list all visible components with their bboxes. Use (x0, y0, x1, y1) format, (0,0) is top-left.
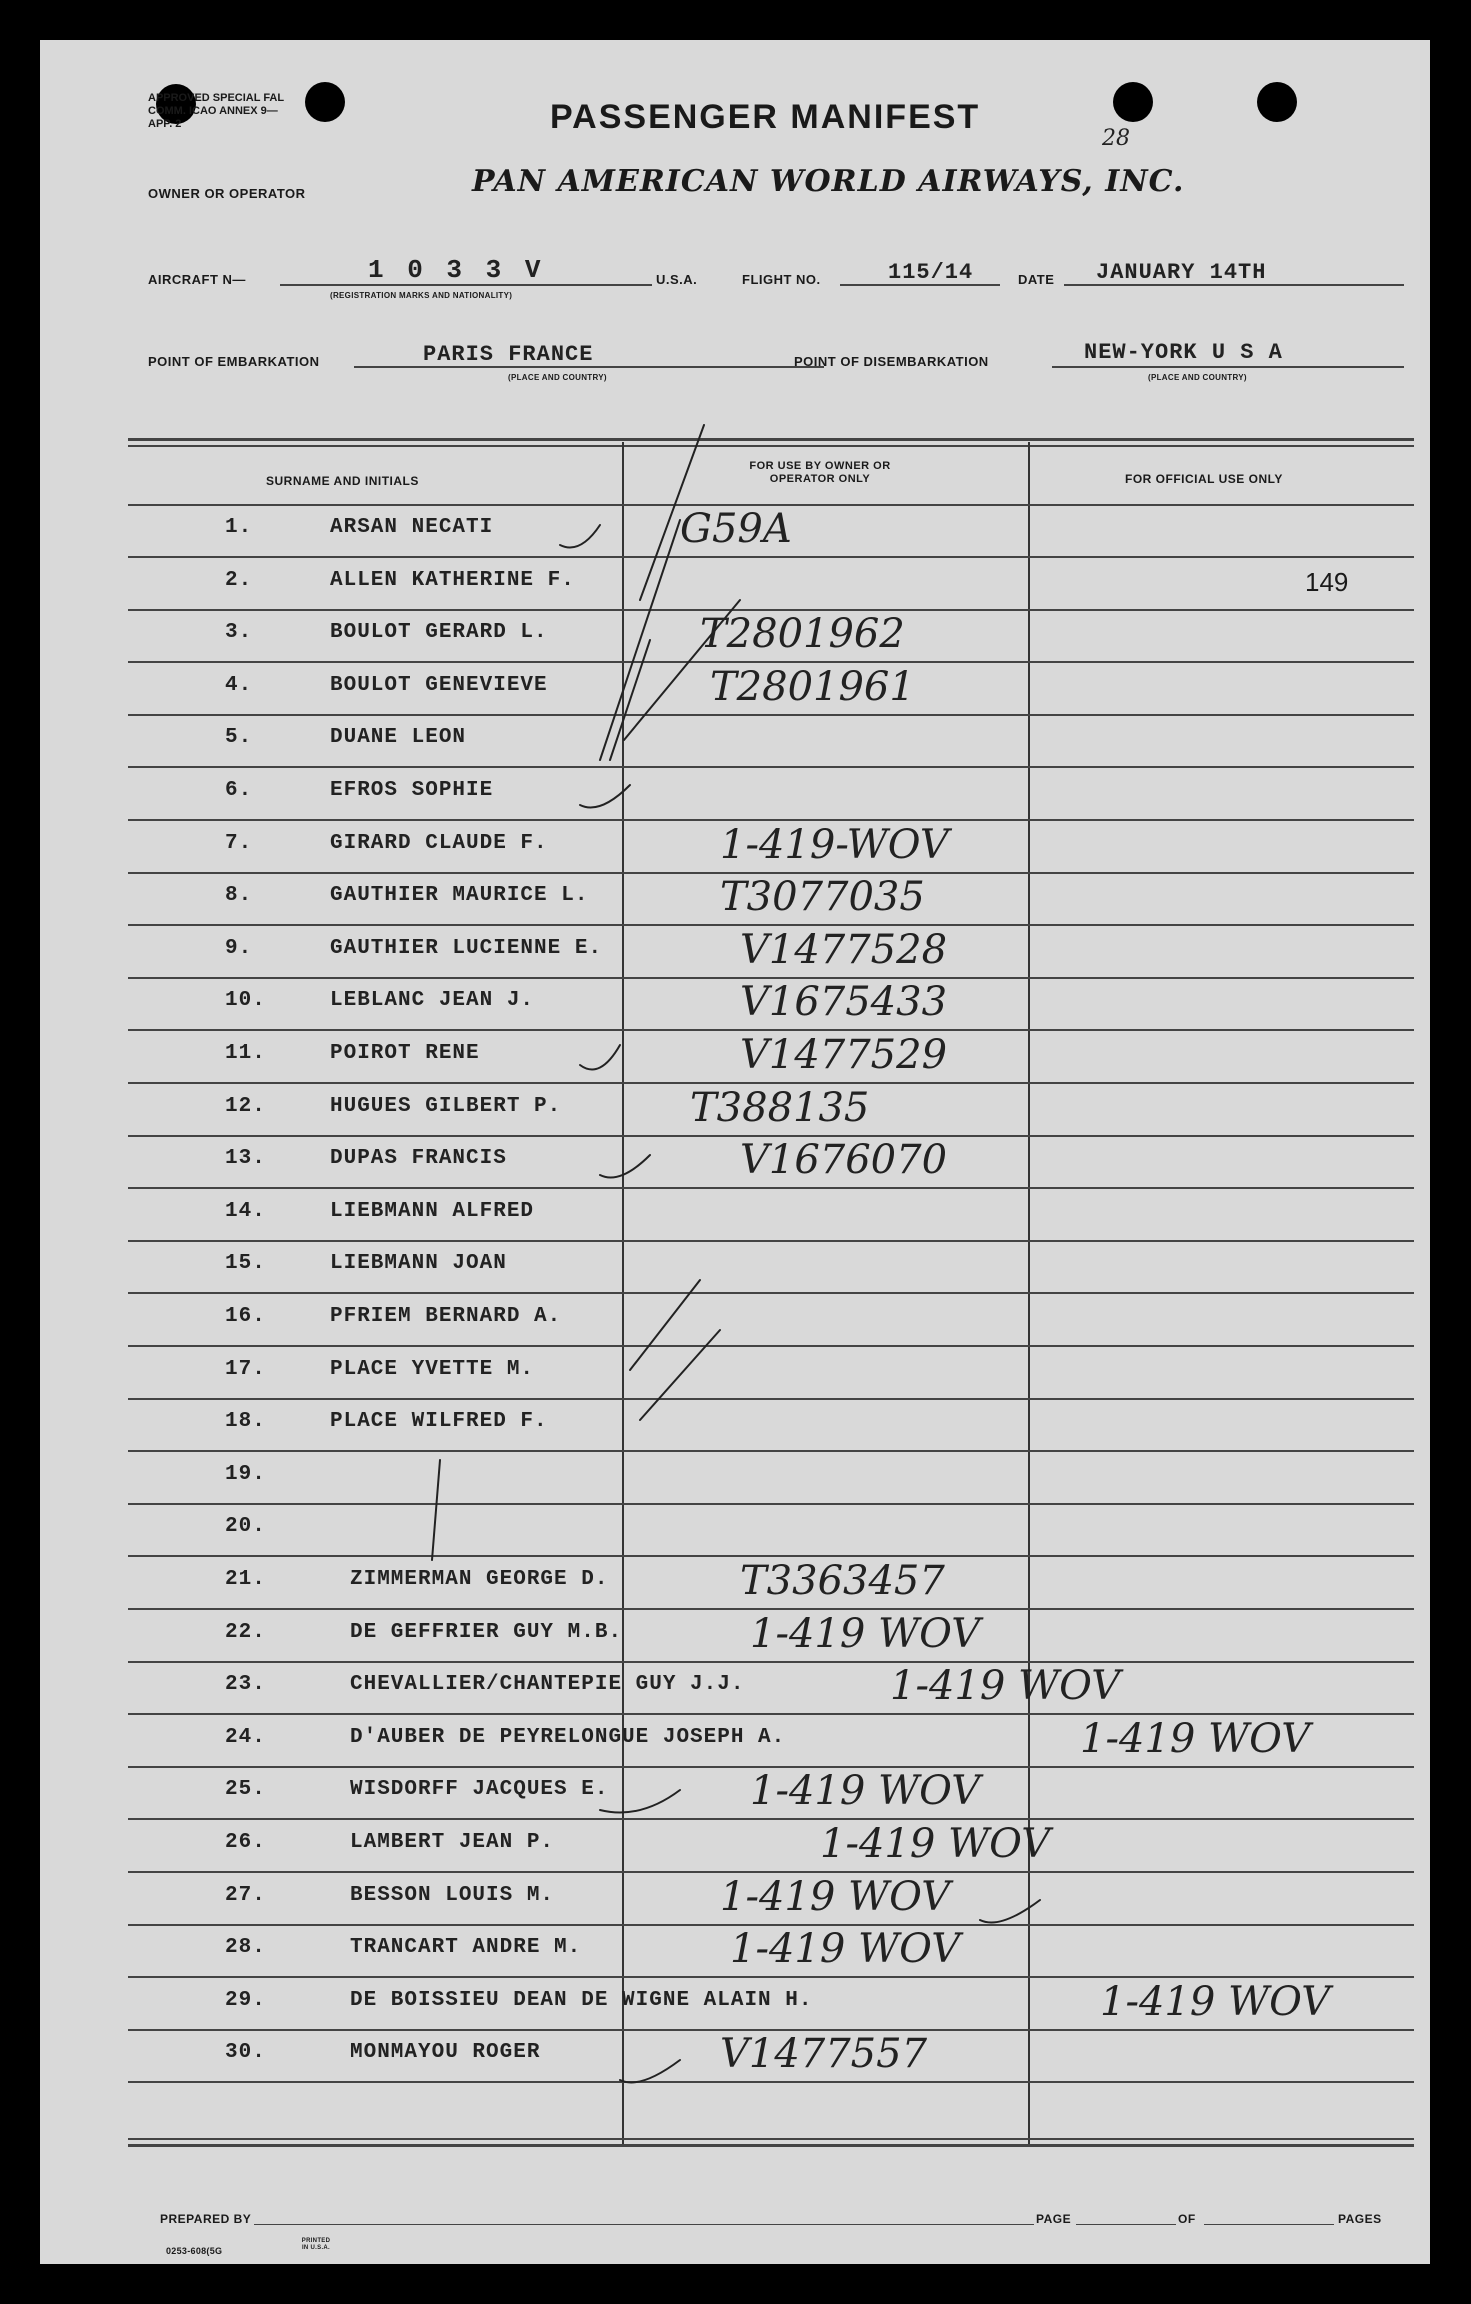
owner-use-entry: 1-419 WOV (890, 1663, 1121, 1710)
row-number: 29. (225, 1988, 266, 2012)
manifest-sheet (40, 40, 1430, 2264)
aircraft-caption: (REGISTRATION MARKS AND NATIONALITY) (330, 291, 513, 300)
owner-use-entry: 1-419 WOV (720, 1873, 951, 1920)
flight-label: FLIGHT NO. (742, 272, 821, 287)
disembarkation-value: NEW-YORK U S A (1084, 340, 1283, 365)
passenger-name: POIROT RENE (330, 1042, 480, 1065)
owner-use-entry: 1-419 WOV (820, 1821, 1051, 1867)
owner-value: PAN AMERICAN WORLD AIRWAYS, INC. (472, 164, 1185, 199)
date-value: JANUARY 14TH (1096, 260, 1267, 285)
row-number: 1. (225, 516, 253, 539)
row-number: 10. (225, 989, 266, 1013)
embarkation-value: PARIS FRANCE (423, 342, 594, 367)
row-number: 2. (225, 568, 253, 592)
passenger-name: DE BOISSIEU DEAN DE WIGNE ALAIN H. (350, 1988, 813, 2012)
passenger-name: WISDORFF JACQUES E. (350, 1778, 609, 1802)
owner-use-entry: 1-419 WOV (750, 1610, 981, 1657)
page-label: PAGE (1036, 2212, 1072, 2226)
owner-use-entry: V1477529 (740, 1032, 948, 1078)
passenger-name: PLACE YVETTE M. (330, 1357, 535, 1381)
passenger-name: PFRIEM BERNARD A. (330, 1305, 562, 1328)
passenger-name: TRANCART ANDRE M. (350, 1936, 582, 1960)
aircraft-label: AIRCRAFT N— (148, 272, 246, 287)
passenger-name: GIRARD CLAUDE F. (330, 831, 548, 855)
disembarkation-label: POINT OF DISEMBARKATION (794, 354, 989, 369)
row-number: 8. (225, 884, 253, 908)
passenger-name: DUPAS FRANCIS (330, 1147, 507, 1171)
row-number: 13. (225, 1147, 266, 1171)
row-number: 14. (225, 1199, 266, 1223)
passenger-name: EFROS SOPHIE (330, 779, 494, 802)
owner-use-entry: T388135 (690, 1084, 870, 1131)
owner-use-entry: 1-419 WOV (1100, 1978, 1331, 2025)
date-label: DATE (1018, 272, 1055, 287)
row-number: 25. (225, 1778, 266, 1802)
passenger-name: HUGUES GILBERT P. (330, 1094, 562, 1118)
owner-use-entry: V1477557 (720, 2031, 928, 2078)
prepared-by-label: PREPARED BY (160, 2212, 252, 2226)
row-number: 30. (225, 2041, 266, 2065)
row-number: 4. (225, 673, 253, 697)
page-mark: 28 (1102, 126, 1130, 151)
passenger-name: D'AUBER DE PEYRELONGUE JOSEPH A. (350, 1725, 786, 1749)
row-number: 6. (225, 779, 253, 802)
passenger-name: LIEBMANN ALFRED (330, 1199, 535, 1223)
embarkation-label: POINT OF EMBARKATION (148, 354, 320, 369)
row-number: 27. (225, 1883, 266, 1907)
owner-column-header: FOR USE BY OWNER OR OPERATOR ONLY (749, 460, 891, 485)
passenger-name: CHEVALLIER/CHANTEPIE GUY J.J. (350, 1673, 745, 1697)
passenger-name: GAUTHIER LUCIENNE E. (330, 936, 603, 960)
row-number: 22. (225, 1620, 266, 1644)
passenger-name: LAMBERT JEAN P. (350, 1831, 555, 1854)
row-number: 24. (225, 1725, 266, 1749)
row-number: 23. (225, 1673, 266, 1697)
row-number: 21. (225, 1568, 266, 1591)
of-label: OF (1178, 2212, 1196, 2226)
passenger-name: BESSON LOUIS M. (350, 1883, 555, 1907)
row-number: 26. (225, 1831, 266, 1854)
owner-use-entry: 1-419 WOV (750, 1768, 981, 1815)
owner-use-entry: T3077035 (720, 874, 925, 921)
page-title: PASSENGER MANIFEST (550, 98, 981, 136)
row-number: 12. (225, 1094, 266, 1118)
passenger-name: MONMAYOU ROGER (350, 2041, 541, 2065)
flight-value: 115/14 (888, 260, 974, 285)
row-number: 19. (225, 1462, 266, 1486)
surname-column-header: SURNAME AND INITIALS (266, 474, 419, 488)
owner-use-entry: T2801961 (710, 663, 915, 710)
passenger-name: BOULOT GERARD L. (330, 621, 548, 645)
owner-use-entry: T2801962 (700, 611, 905, 658)
owner-use-entry: V1675433 (740, 979, 948, 1026)
aircraft-value: 1 0 3 3 V (368, 255, 545, 285)
passenger-name: ARSAN NECATI (330, 516, 494, 539)
passenger-name: ALLEN KATHERINE F. (330, 568, 575, 592)
owner-use-entry: G59A (680, 506, 792, 552)
row-number: 28. (225, 1936, 266, 1960)
owner-use-entry: V1477528 (740, 926, 948, 973)
row-number: 3. (225, 621, 253, 645)
official-use-entry: 149 (1305, 566, 1349, 597)
passenger-name: BOULOT GENEVIEVE (330, 673, 548, 697)
row-number: 11. (225, 1042, 266, 1065)
row-number: 15. (225, 1252, 266, 1276)
owner-use-entry: T3363457 (740, 1558, 945, 1604)
usa-label: U.S.A. (656, 272, 698, 287)
passenger-name: DE GEFFRIER GUY M.B. (350, 1620, 623, 1644)
row-number: 20. (225, 1515, 266, 1539)
printed-label: PRINTED IN U.S.A. (301, 2238, 331, 2251)
disembarkation-caption: (PLACE AND COUNTRY) (1148, 373, 1247, 382)
pages-label: PAGES (1338, 2212, 1382, 2226)
row-number: 18. (225, 1410, 266, 1434)
row-number: 16. (225, 1305, 266, 1328)
handwritten-marks (40, 40, 1430, 2264)
form-code: 0253-608(5G (166, 2246, 223, 2256)
passenger-name: ZIMMERMAN GEORGE D. (350, 1568, 609, 1591)
row-number: 17. (225, 1357, 266, 1381)
row-number: 5. (225, 726, 253, 750)
passenger-name: PLACE WILFRED F. (330, 1410, 548, 1434)
row-number: 7. (225, 831, 253, 855)
owner-use-entry: V1676070 (740, 1137, 948, 1184)
owner-label: OWNER OR OPERATOR (148, 186, 306, 201)
passenger-name: LEBLANC JEAN J. (330, 989, 535, 1013)
owner-use-entry: 1-419 WOV (1080, 1715, 1311, 1762)
passenger-name: DUANE LEON (330, 726, 467, 750)
row-number: 9. (225, 936, 253, 960)
owner-use-entry: 1-419-WOV (720, 821, 949, 868)
passenger-name: LIEBMANN JOAN (330, 1252, 507, 1276)
embarkation-caption: (PLACE AND COUNTRY) (508, 373, 607, 382)
approval-stamp: APPROVED SPECIAL FAL COMM. ICAO ANNEX 9—APP. 2 (148, 92, 284, 130)
owner-use-entry: 1-419 WOV (730, 1926, 961, 1973)
official-column-header: FOR OFFICIAL USE ONLY (1125, 472, 1283, 486)
passenger-name: GAUTHIER MAURICE L. (330, 884, 589, 908)
